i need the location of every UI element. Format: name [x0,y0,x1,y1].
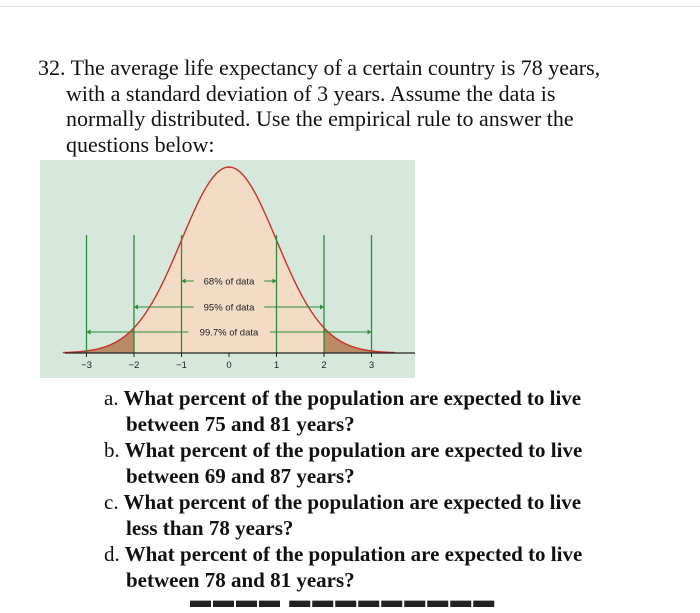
axis-tick-label: −1 [176,360,187,371]
range-label: 95% of data [203,302,255,314]
axis-tick-label: 3 [368,360,375,371]
question-text-continued: less than 78 years? [126,515,294,540]
question-text-continued: between 75 and 81 years? [126,411,355,436]
question-letter: c. [104,490,119,514]
question-text: What percent of the population are expected to live [123,490,582,514]
axis-tick-label: −3 [81,360,92,371]
question-text: What percent of the population are expected to live [124,438,583,462]
question-letter: b. [104,438,120,462]
cut-off-heading [0,586,700,612]
empirical-rule-diagram [40,160,415,378]
problem-line: questions below: [66,131,215,157]
question-letter: a. [104,386,119,410]
question-a [104,386,581,437]
axis-tick-label: −2 [128,360,140,371]
problem-statement [38,55,600,157]
problem-line: 32. The average life expectancy of a certain country is 78 years, [38,55,601,80]
question-b [104,438,582,489]
problem-line: normally distributed. Use the empirical rule to answer the [66,106,574,132]
cut-off-text: ▬▬▬▬ ▬▬▬▬▬▬▬▬▬ [190,588,497,612]
question-text-continued: between 69 and 87 years? [126,463,355,488]
axis-tick-label: 0 [226,360,232,371]
question-c [104,490,581,541]
range-label: 68% of data [203,276,255,288]
top-divider [0,6,700,7]
range-label: 99.7% of data [199,327,259,339]
question-letter: d. [104,542,120,566]
problem-line: with a standard deviation of 3 years. Assume the data is [66,80,556,106]
question-text-continued: between 78 and 81 years? [126,567,355,592]
axis-tick-label: 2 [321,360,327,371]
normal-distribution-figure [40,160,415,378]
axis-tick-label: 1 [273,360,280,371]
question-text: What percent of the population are expected to live [124,542,583,566]
question-text: What percent of the population are expected to live [123,386,582,410]
